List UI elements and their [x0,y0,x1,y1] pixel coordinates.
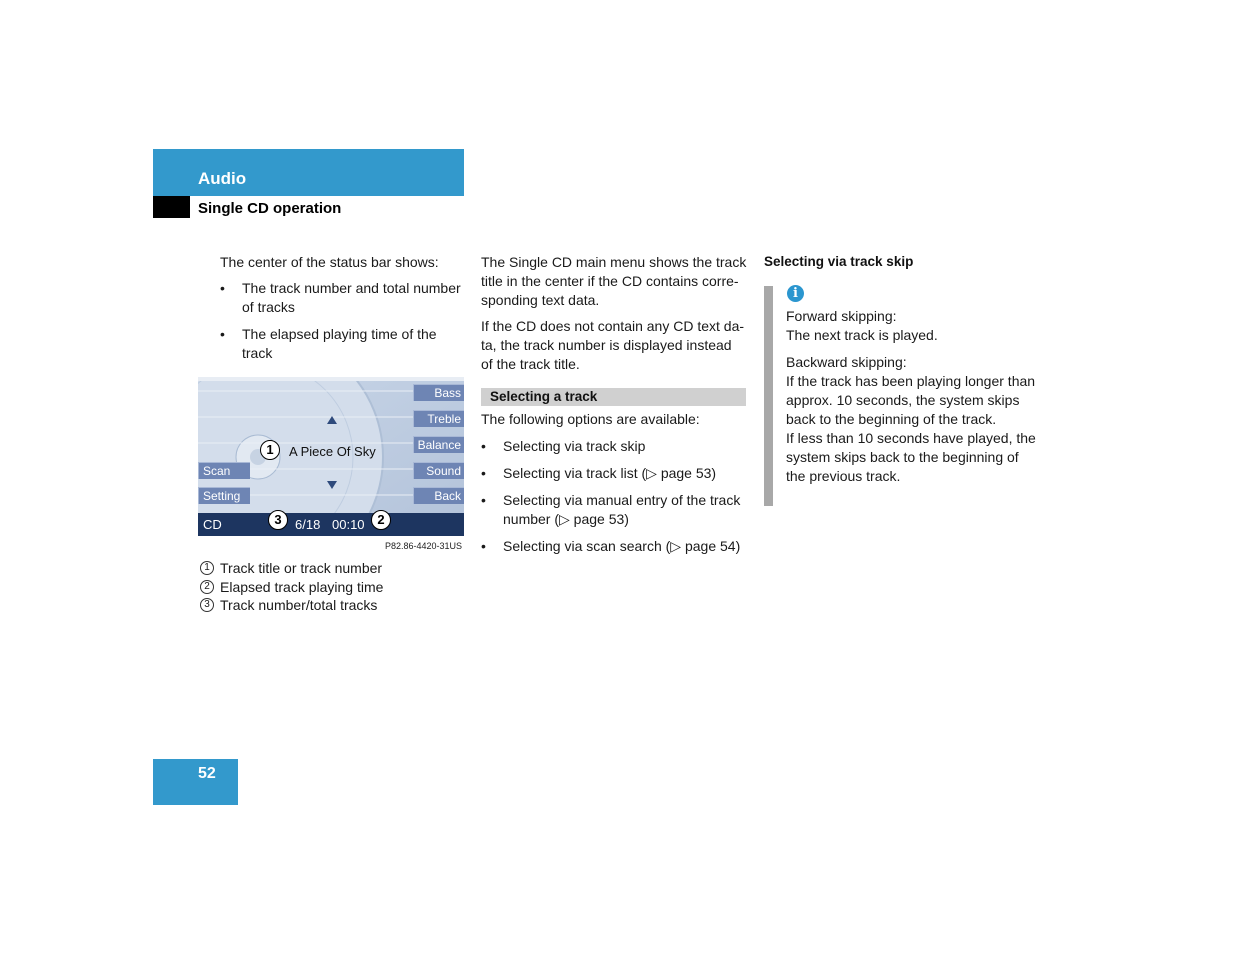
display-source-label: CD [203,517,222,532]
info-icon: i [787,285,804,302]
list-item-text: Selecting via manual entry of the track number (▷ page 53) [503,492,741,527]
legend-item [198,559,464,578]
list-item-text: The elapsed playing time of the track [242,326,437,361]
softkey-treble: Treble [413,410,464,427]
section-heading-bar [481,388,746,406]
main-menu-paragraph: The Single CD main menu shows the track title in the center if the CD contains corre-sponding text data. [481,254,747,308]
legend-item [198,578,464,597]
softkey-balance: Balance [413,436,464,453]
callout-marker-1: 1 [260,440,280,460]
backward-label: Backward skipping: [786,354,907,370]
list-item: • Selecting via manual entry of the track number (▷ page 53) [481,492,741,527]
page-number-box [153,759,238,805]
legend-number: 3 [200,598,214,612]
legend-item [198,596,464,615]
legend-text: Track title or track number [220,560,383,576]
cd-display-screenshot [198,377,464,536]
status-bar-intro: The center of the status bar shows: [220,254,439,270]
display-elapsed-time: 00:10 [332,517,365,532]
section-heading: Selecting a track [490,389,598,404]
list-item: • Selecting via track skip [481,438,646,454]
backward-text-1: If the track has been playing longer than approx. 10 seconds, the system skips back to the beginning of the track. [786,373,1036,427]
backward-text-2: If less than 10 seconds have played, the system skips back to the beginning of the previous track. [786,430,1036,484]
options-intro: The following options are available: [481,411,700,427]
list-item-text: Selecting via scan search (▷ page 54) [503,538,741,554]
softkey-scan: Scan [198,462,250,479]
display-track-count: 6/18 [295,517,321,532]
softkey-sound: Sound [413,462,464,479]
status-bar-bullet-list [220,279,465,371]
softkey-back: Back [413,487,464,504]
display-status-bar [198,513,464,536]
list-item: • Selecting via track list (▷ page 53) [481,465,717,481]
legend-number: 1 [200,561,214,575]
section-marker-tab [153,196,190,218]
forward-text: The next track is played. [786,327,938,343]
softkey-bass: Bass [413,384,464,401]
list-item: • Selecting via scan search (▷ page 54) [481,538,741,554]
chapter-title: Audio [198,169,247,188]
forward-label: Forward skipping: [786,308,897,324]
forward-skip-note [786,307,1036,345]
list-item-text: The track number and total number of tracks [242,280,461,315]
legend-text: Track number/total tracks [220,597,378,613]
arrow-up-icon [327,416,337,424]
callout-legend [198,559,464,615]
list-item: • The elapsed playing time of the track [220,326,437,361]
legend-number: 2 [200,580,214,594]
no-cd-text-paragraph: If the CD does not contain any CD text da-ta, the track number is displayed instead of the track title. [481,318,745,372]
arrow-down-icon [327,481,337,489]
list-item-text: Selecting via track list (▷ page 53) [503,465,717,481]
legend-text: Elapsed track playing time [220,578,384,595]
display-track-title: A Piece Of Sky [289,444,376,459]
options-list [481,437,747,564]
backward-skip-note [786,353,1036,486]
softkey-setting: Setting [198,487,250,504]
callout-marker-3: 3 [268,510,288,530]
subsection-heading: Selecting via track skip [764,254,914,269]
note-side-bar [764,286,773,506]
callout-marker-2: 2 [371,510,391,530]
list-item: • The track number and total number of tracks [220,280,461,315]
page-number: 52 [198,765,216,782]
figure-code: P82.86-4420-31US [385,541,463,551]
section-title: Single CD operation [198,200,342,217]
list-item-text: Selecting via track skip [503,438,646,454]
